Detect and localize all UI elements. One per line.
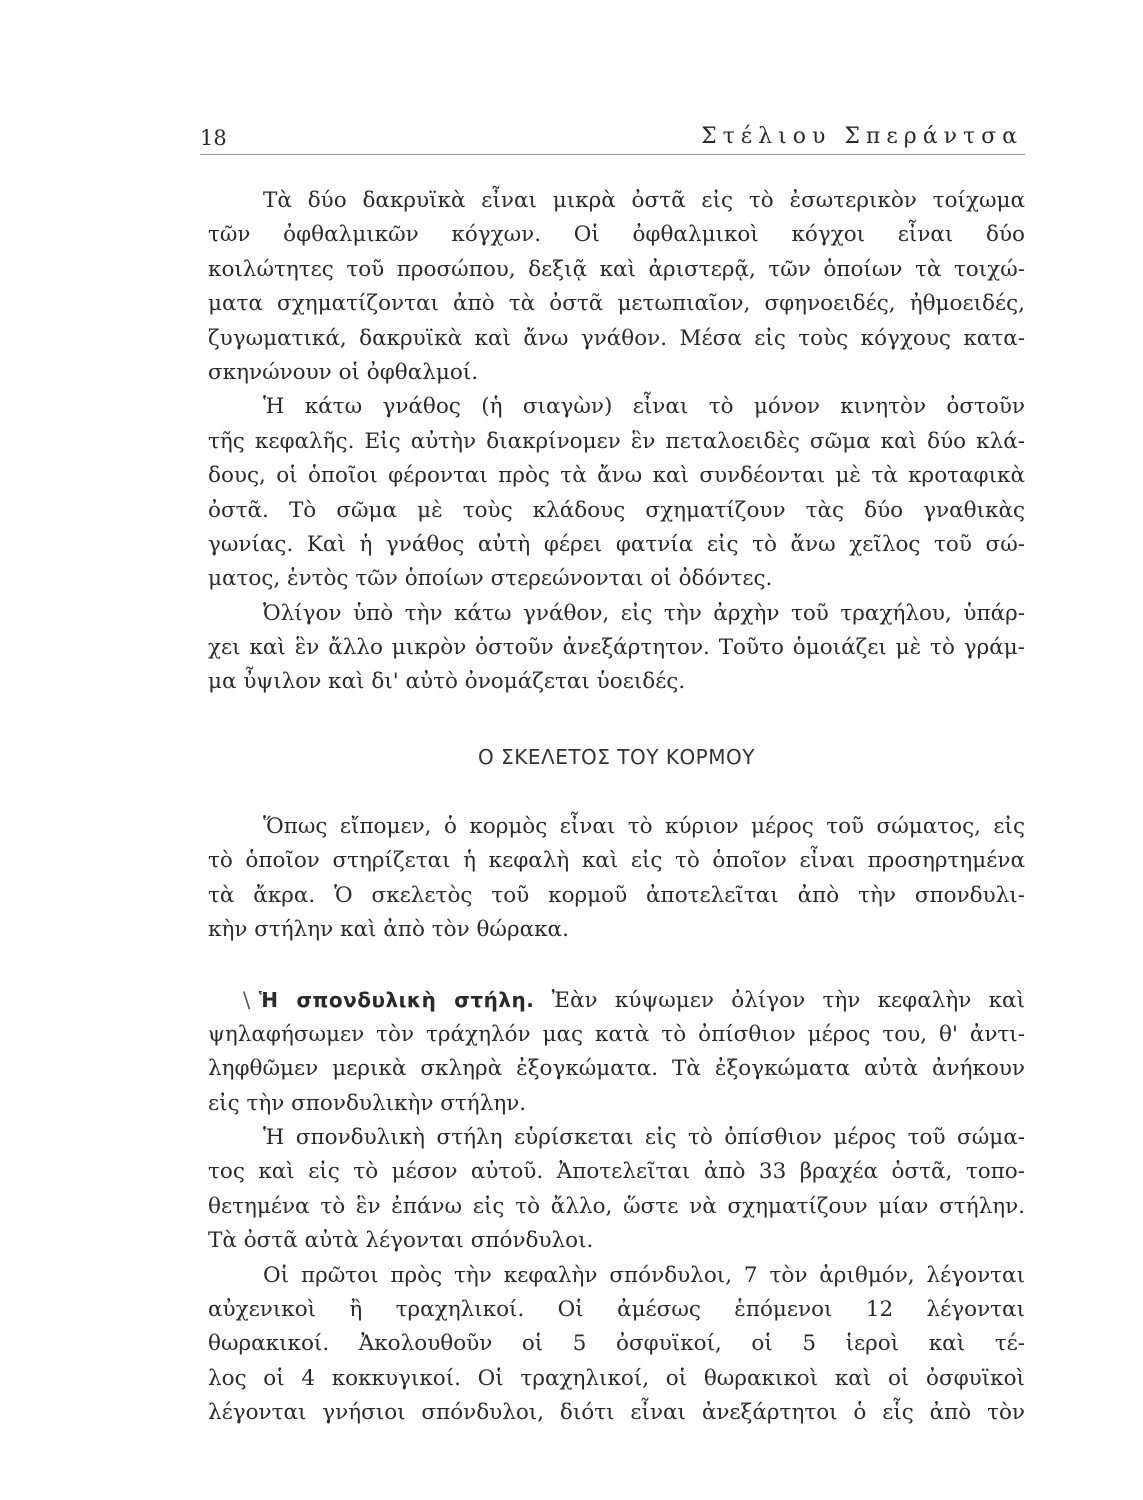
text-line: χει καὶ ἓν ἄλλο μικρὸν ὀστοῦν ἀνεξάρτητον. Τοῦτο ὁμοιάζει μὲ τὸ γράμ-	[208, 635, 1025, 661]
text-line: κοιλώτητες τοῦ προσώπου, δεξιᾷ καὶ ἀριστερᾷ, τῶν ὁποίων τὰ τοιχώ-	[208, 256, 1025, 282]
paragraph-hyoid	[208, 597, 1025, 700]
text-line: εἰς τὴν σπονδυλικὴν στήλην.	[208, 1090, 527, 1116]
text-line: μα ὖψιλον καὶ δι' αὐτὸ ὀνομάζεται ὑοειδές.	[208, 669, 686, 695]
text-line: Ὀλίγον ὑπὸ τὴν κάτω γνάθον, εἰς τὴν ἀρχὴν τοῦ τραχήλου, ὑπάρ-	[263, 600, 1025, 626]
text-line: ματα σχηματίζονται ἀπὸ τὰ ὀστᾶ μετωπιαῖον, σφηνοειδές, ἠθμοειδές,	[208, 291, 1025, 317]
page-number: 18	[200, 126, 227, 150]
text-line: ματος, ἐντὸς τῶν ὁποίων στερεώνονται οἱ ὀδόντες.	[208, 566, 773, 592]
running-head	[200, 122, 1025, 155]
text-line: λος οἱ 4 κοκκυγικοί. Οἱ τραχηλικοί, οἱ θωρακικοὶ καὶ οἱ ὀσφυϊκοὶ	[208, 1365, 1025, 1391]
text-line: Ἡ σπονδυλικὴ στήλη εὑρίσκεται εἰς τὸ ὀπίσθιον μέρος τοῦ σώμα-	[263, 1124, 1025, 1150]
running-title: Στέλιου Σπεράντσα	[701, 124, 1023, 149]
paragraph-lacrimal-bones	[208, 184, 1025, 390]
paragraph-trunk-skeleton	[208, 810, 1025, 948]
text-line: ζυγωματικά, δακρυϊκὰ καὶ ἄνω γνάθον. Μέσα εἰς τοὺς κόγχους κατα-	[208, 325, 1025, 351]
text-line: λέγονται γνήσιοι σπόνδυλοι, διότι εἶναι ἀνεξάρτητοι ὁ εἷς ἀπὸ τὸν	[208, 1400, 1025, 1426]
text-line: δους, οἱ ὁποῖοι φέρονται πρὸς τὰ ἄνω καὶ συνδέονται μὲ τὰ κροταφικὰ	[208, 463, 1025, 489]
text-line: κὴν στήλην καὶ ἀπὸ τὸν θώρακα.	[208, 917, 569, 943]
paragraph-vertebra-types	[208, 1259, 1025, 1431]
text-run: Ἐὰν κύψωμεν ὀλίγον τὴν κεφαλὴν καὶ	[551, 988, 1025, 1014]
text-line: σκηνώνουν οἱ ὀφθαλμοί.	[208, 359, 479, 385]
text-line: αὐχενικοὶ ἢ τραχηλικοί. Οἱ ἀμέσως ἑπόμενοι 12 λέγονται	[208, 1296, 1025, 1322]
text-line: ψηλαφήσωμεν τὸν τράχηλόν μας κατὰ τὸ ὀπίσθιον μέρος του, θ' ἀντι-	[208, 1021, 1025, 1047]
text-line: ληφθῶμεν μερικὰ σκληρὰ ἐξογκώματα. Τὰ ἐξογκώματα αὐτὰ ἀνήκουν	[208, 1056, 1025, 1082]
paragraph-gap	[208, 947, 1025, 983]
page-body	[208, 184, 1025, 1431]
paragraph-vertebrae	[208, 1121, 1025, 1259]
text-line: Οἱ πρῶτοι πρὸς τὴν κεφαλὴν σπόνδυλοι, 7 τὸν ἀριθμόν, λέγονται	[263, 1262, 1025, 1288]
section-heading: Ο ΣΚΕΛΕΤΟΣ ΤΟΥ ΚΟΡΜΟΥ	[478, 744, 755, 769]
margin-mark: \	[243, 988, 251, 1014]
text-line: τὸ ὁποῖον στηρίζεται ἡ κεφαλὴ καὶ εἰς τὸ ὁποῖον εἶναι προσηρτημένα	[208, 848, 1025, 874]
text-line: θωρακικοί. Ἀκολουθοῦν οἱ 5 ὀσφυϊκοί, οἱ 5 ἱεροὶ καὶ τέ-	[208, 1331, 1025, 1357]
text-line: τῶν ὀφθαλμικῶν κόγχων. Οἱ ὀφθαλμικοὶ κόγχοι εἶναι δύο	[208, 222, 1025, 248]
text-line: τος καὶ εἰς τὸ μέσον αὐτοῦ. Ἀποτελεῖται ἀπὸ 33 βραχέα ὀστᾶ, τοπο-	[208, 1159, 1025, 1185]
text-line: θετημένα τὸ ἓν ἐπάνω εἰς τὸ ἄλλο, ὥστε νὰ σχηματίζουν μίαν στήλην.	[208, 1193, 1025, 1219]
paragraph-spinal-column	[208, 983, 1025, 1121]
text-line: γωνίας. Καὶ ἡ γνάθος αὐτὴ φέρει φατνία εἰς τὸ ἄνω χεῖλος τοῦ σώ-	[208, 531, 1025, 557]
text-line: Ὅπως εἴπομεν, ὁ κορμὸς εἶναι τὸ κύριον μέρος τοῦ σώματος, εἰς	[263, 813, 1025, 839]
subsection-title: Ἡ σπονδυλικὴ στήλη.	[259, 988, 535, 1013]
paragraph-mandible	[208, 390, 1025, 596]
text-line: Τὰ ὀστᾶ αὐτὰ λέγονται σπόνδυλοι.	[208, 1228, 594, 1254]
text-line: ὀστᾶ. Τὸ σῶμα μὲ τοὺς κλάδους σχηματίζουν τὰς δύο γναθικὰς	[208, 497, 1025, 523]
text-line: τῆς κεφαλῆς. Εἰς αὐτὴν διακρίνομεν ἓν πεταλοειδὲς σῶμα καὶ δύο κλά-	[208, 428, 1025, 454]
text-line: Ἡ κάτω γνάθος (ἡ σιαγὼν) εἶναι τὸ μόνον κινητὸν ὀστοῦν	[263, 394, 1025, 420]
text-line	[208, 983, 1025, 1017]
text-line: Τὰ δύο δακρυϊκὰ εἶναι μικρὰ ὀστᾶ εἰς τὸ ἐσωτερικὸν τοίχωμα	[263, 188, 1025, 213]
text-line: τὰ ἄκρα. Ὁ σκελετὸς τοῦ κορμοῦ ἀποτελεῖται ἀπὸ τὴν σπονδυλι-	[208, 882, 1025, 908]
